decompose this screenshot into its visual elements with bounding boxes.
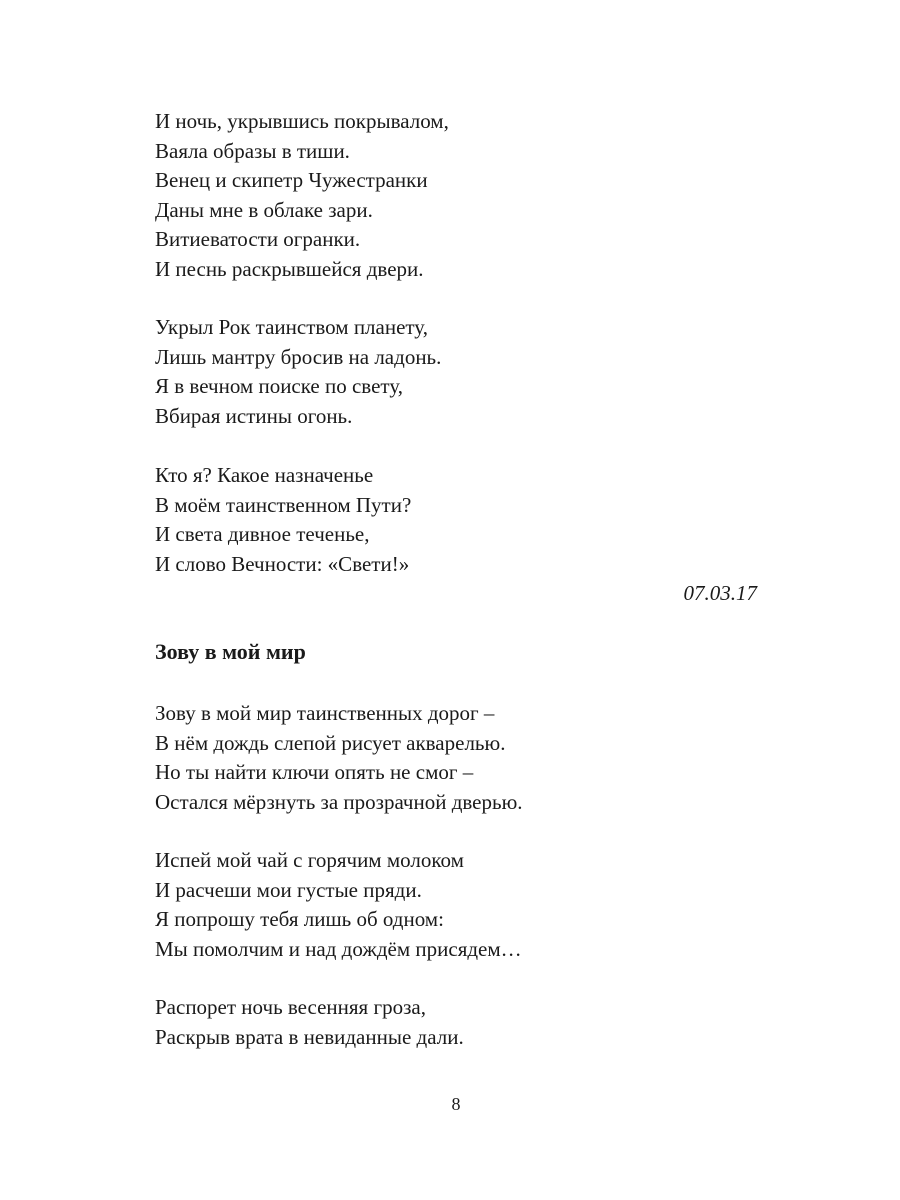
stanza bbox=[155, 993, 464, 1052]
poem-line: Даны мне в облаке зари. bbox=[155, 197, 373, 222]
poem-line: Вбирая истины огонь. bbox=[155, 403, 353, 428]
poem-line: Раскрыв врата в невиданные дали. bbox=[155, 1024, 464, 1049]
poem-line: Лишь мантру бросив на ладонь. bbox=[155, 344, 442, 369]
poem-line: В нём дождь слепой рисует акварелью. bbox=[155, 730, 506, 755]
poem-line: И слово Вечности: «Свети!» bbox=[155, 551, 410, 576]
stanza bbox=[155, 313, 441, 431]
poem-line: И расчеши мои густые пряди. bbox=[155, 877, 422, 902]
stanza bbox=[155, 699, 523, 817]
poem-line: И песнь раскрывшейся двери. bbox=[155, 256, 424, 281]
poem-line: Распорет ночь весенняя гроза, bbox=[155, 995, 426, 1019]
poem-line: Зову в мой мир таинственных дорог – bbox=[155, 701, 495, 725]
poem-line: Я в вечном поиске по свету, bbox=[155, 374, 403, 399]
poem-line: Я попрошу тебя лишь об одном: bbox=[155, 907, 444, 932]
poem-line: И ночь, укрывшись покрывалом, bbox=[155, 109, 449, 133]
poem-title: Зову в мой мир bbox=[155, 639, 306, 664]
poem-date: 07.03.17 bbox=[683, 581, 757, 605]
stanza bbox=[155, 846, 522, 964]
poem-line: Но ты найти ключи опять не смог – bbox=[155, 760, 474, 785]
poem-line: И света дивное теченье, bbox=[155, 522, 370, 547]
poem-line: Укрыл Рок таинством планету, bbox=[155, 315, 428, 339]
poem-line: Витиеватости огранки. bbox=[155, 227, 361, 252]
poem-line: Ваяла образы в тиши. bbox=[155, 138, 350, 163]
page-number: 8 bbox=[451, 1094, 461, 1114]
poem-line: Мы помолчим и над дождём присядем… bbox=[155, 936, 522, 961]
stanza bbox=[155, 107, 449, 285]
poem-line: Испей мой чай с горячим молоком bbox=[155, 848, 464, 872]
poem-line: Венец и скипетр Чужестранки bbox=[155, 168, 428, 193]
poem-line: Кто я? Какое назначенье bbox=[155, 463, 374, 487]
poem-line: Остался мёрзнуть за прозрачной дверью. bbox=[155, 789, 523, 814]
stanza bbox=[155, 461, 411, 579]
poem-line: В моём таинственном Пути? bbox=[155, 492, 412, 517]
